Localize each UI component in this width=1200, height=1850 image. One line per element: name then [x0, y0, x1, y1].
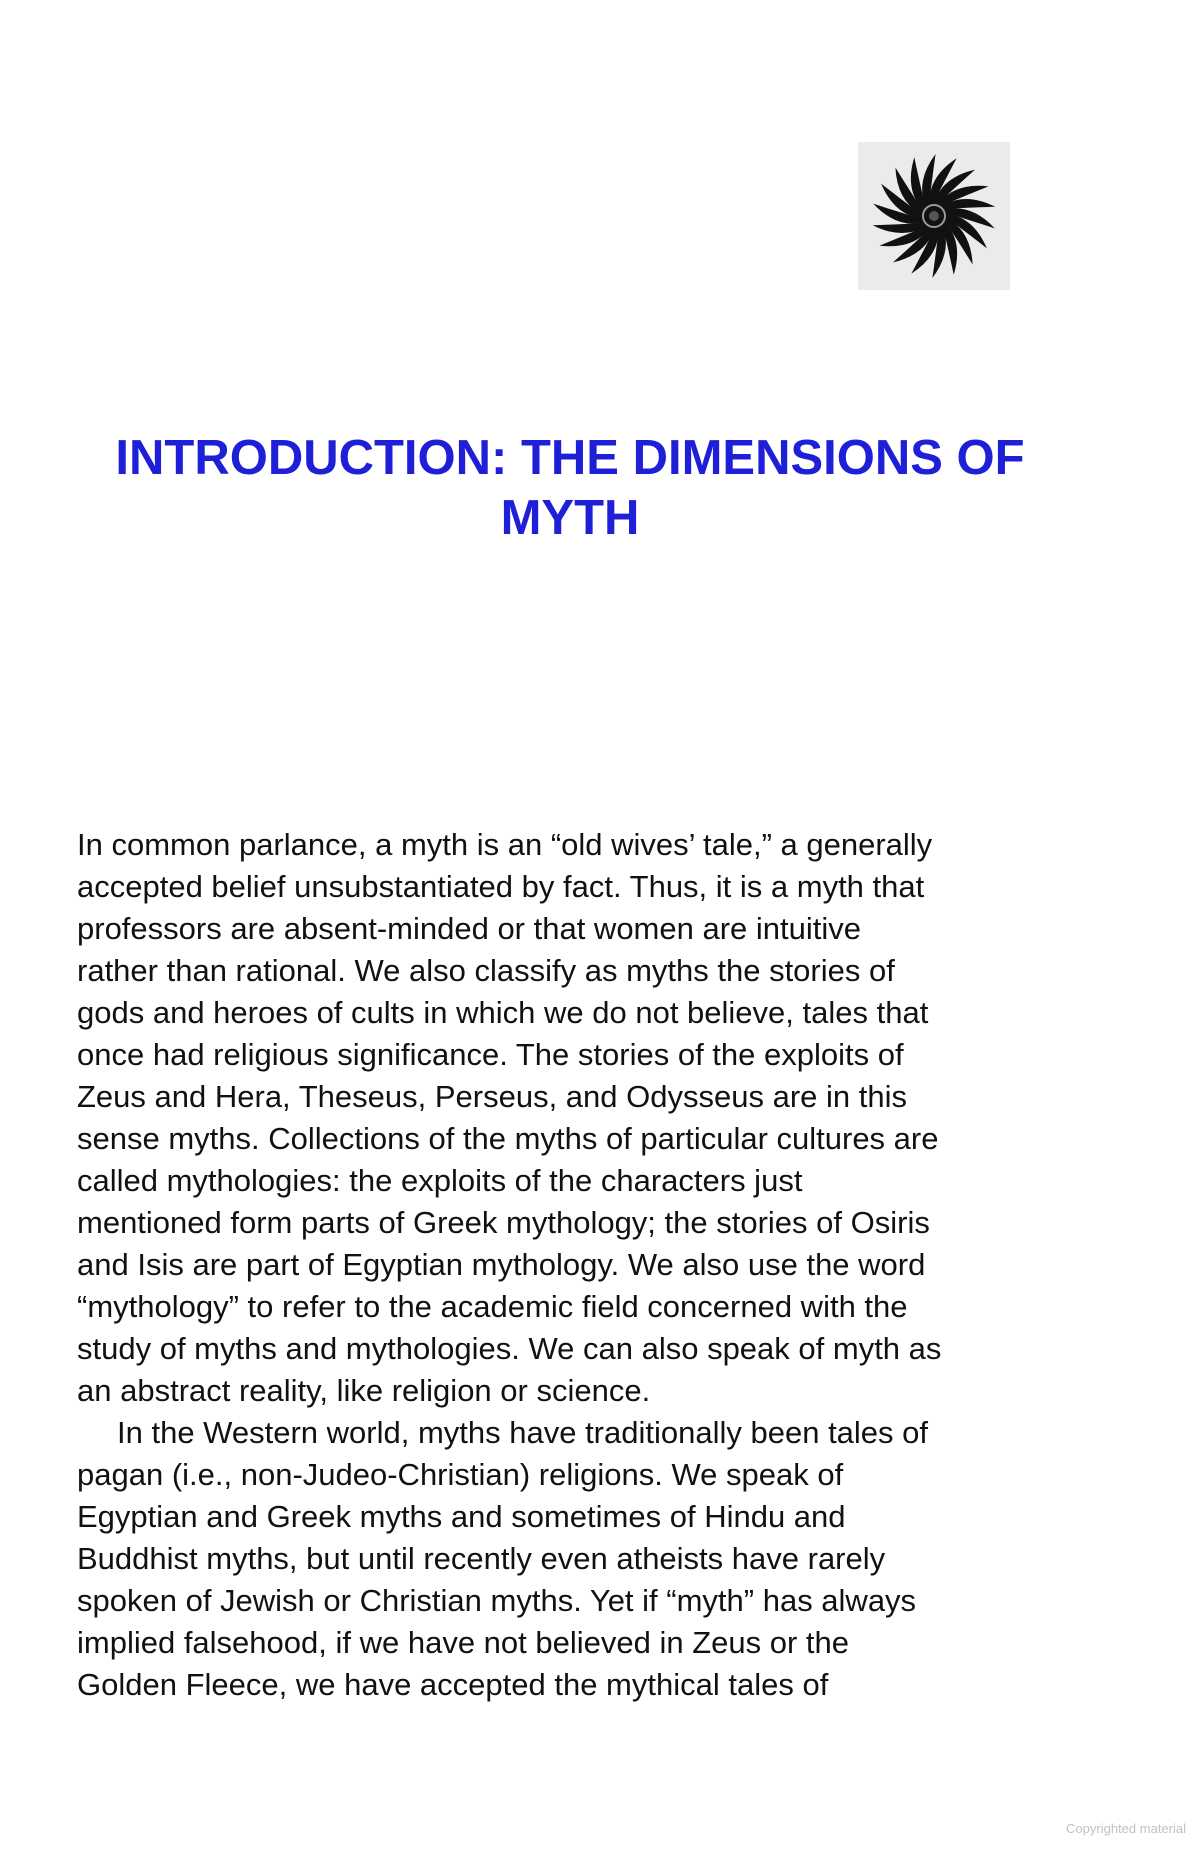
- chapter-title-line: INTRODUCTION: THE DIMENSIONS OF: [115, 431, 1025, 485]
- text-line: professors are absent-minded or that women are intuitive: [77, 911, 862, 946]
- text-line: an abstract reality, like religion or science.: [77, 1373, 651, 1408]
- sun-ornament: [858, 142, 1010, 290]
- text-line: Buddhist myths, but until recently even atheists have rarely: [77, 1541, 886, 1576]
- text-line: Egyptian and Greek myths and sometimes of Hindu and: [77, 1499, 846, 1534]
- body-text: [77, 824, 1087, 1706]
- text-line: In common parlance, a myth is an “old wives’ tale,” a generally: [77, 827, 933, 862]
- text-line: implied falsehood, if we have not believed in Zeus or the: [77, 1625, 850, 1660]
- text-line: In the Western world, myths have traditionally been tales of: [117, 1415, 929, 1450]
- text-line: Zeus and Hera, Theseus, Perseus, and Odysseus are in this: [77, 1079, 907, 1114]
- text-line: sense myths. Collections of the myths of particular cultures are: [77, 1121, 939, 1156]
- paragraph: [77, 1412, 1087, 1706]
- chapter-title-line: MYTH: [500, 491, 640, 545]
- text-line: “mythology” to refer to the academic field concerned with the: [77, 1289, 908, 1324]
- text-line: and Isis are part of Egyptian mythology. We also use the word: [77, 1247, 926, 1282]
- paragraph: [77, 824, 1087, 1412]
- text-line: rather than rational. We also classify as myths the stories of: [77, 953, 895, 988]
- text-line: gods and heroes of cults in which we do not believe, tales that: [77, 995, 929, 1030]
- text-line: Golden Fleece, we have accepted the mythical tales of: [77, 1667, 829, 1702]
- chapter-title: [40, 428, 1100, 548]
- copyright-watermark: Copyrighted material: [1066, 1821, 1186, 1836]
- text-line: called mythologies: the exploits of the characters just: [77, 1163, 803, 1198]
- sun-spiral-icon: [858, 142, 1010, 290]
- text-line: once had religious significance. The stories of the exploits of: [77, 1037, 904, 1072]
- text-line: pagan (i.e., non-Judeo-Christian) religions. We speak of: [77, 1457, 844, 1492]
- text-line: mentioned form parts of Greek mythology; the stories of Osiris: [77, 1205, 930, 1240]
- text-line: spoken of Jewish or Christian myths. Yet if “myth” has always: [77, 1583, 917, 1618]
- text-line: accepted belief unsubstantiated by fact. Thus, it is a myth that: [77, 869, 925, 904]
- text-line: study of myths and mythologies. We can also speak of myth as: [77, 1331, 942, 1366]
